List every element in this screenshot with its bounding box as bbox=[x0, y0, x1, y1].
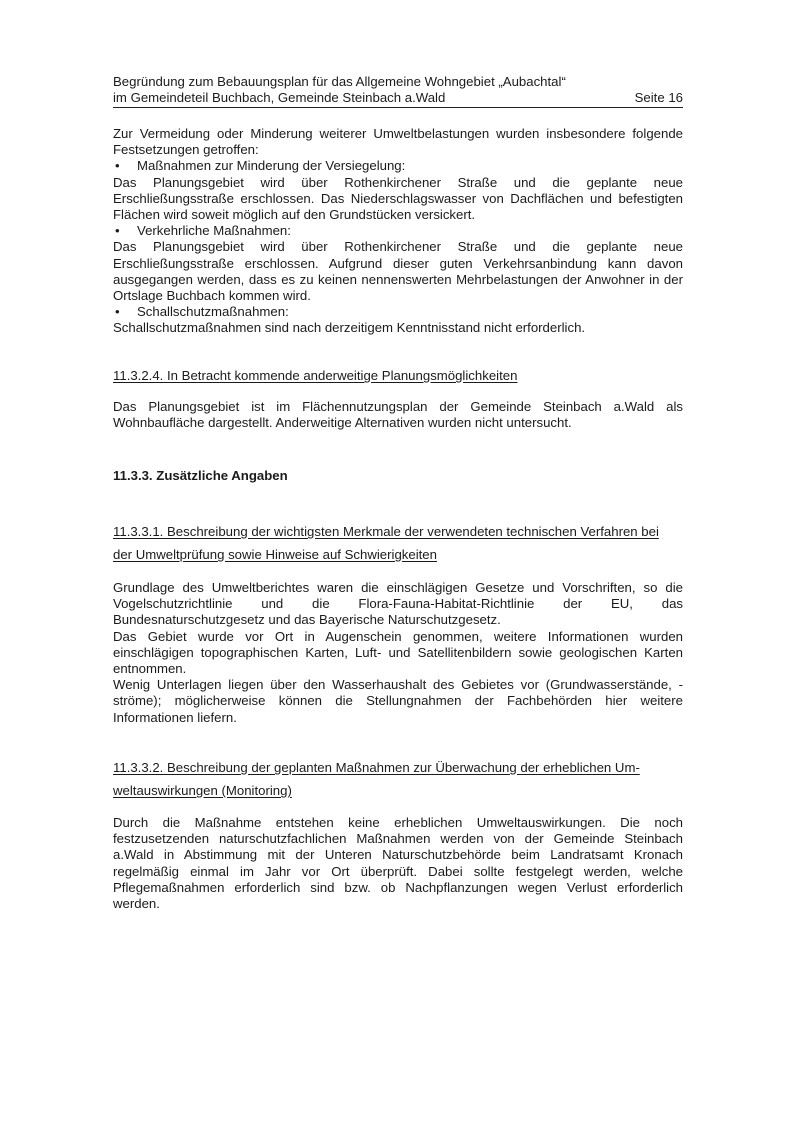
section-heading-11324: 11.3.2.4. In Betracht kommende anderweitige Planungsmöglichkeiten bbox=[113, 368, 518, 383]
section-heading-11332-line2: weltauswirkungen (Monitoring) bbox=[113, 783, 292, 798]
intro-text: Zur Vermeidung oder Minderung weiterer Umweltbelastungen wurden insbesondere folgende Festsetzungen getroffen: bbox=[113, 126, 683, 158]
bullet-text-3: Schallschutzmaßnahmen sind nach derzeitigem Kenntnisstand nicht erforderlich. bbox=[113, 320, 586, 336]
section-text-11332: Durch die Maßnahme entstehen keine erheblichen Umweltauswirkungen. Die noch festzusetzenden naturschutzfachlichen Maßnahmen werden von der Gemeinde Steinbach a.Wald in Abstimmung mit der Unteren Naturschutzbehörde beim Landratsamt Kronach regelmäßig einmal im Jahr vor Ort überprüft. Dabei sollte festgelegt werden, welche Pflegemaßnahmen erforderlich sind bzw. ob Nachpflanzungen wegen Verlust erforderlich werden. bbox=[113, 815, 683, 912]
bullet-title-3: Schallschutzmaßnahmen: bbox=[137, 304, 289, 320]
bullet-item-1 bbox=[113, 158, 683, 174]
header-title-line1: Begründung zum Bebauungsplan für das Allgemeine Wohngebiet „Aubachtal“ bbox=[113, 74, 566, 89]
bullet-text-2: Das Planungsgebiet wird über Rothenkirchener Straße und die geplante neue Erschließungsstraße erschlossen. Aufgrund dieser guten Verkehrsanbindung kann davon ausgegangen werden, dass es zu keinen nennenswerten Mehrbelastungen der Anwohner in der Ortslage Buchbach kommen wird. bbox=[113, 239, 683, 304]
section-text-11324: Das Planungsgebiet ist im Flächennutzungsplan der Gemeinde Steinbach a.Wald als Wohnbaufläche dargestellt. Anderweitige Alternativen wurden nicht untersucht. bbox=[113, 399, 683, 431]
bullet-symbol: • bbox=[115, 158, 120, 174]
page-number: Seite 16 bbox=[634, 90, 683, 105]
bullet-symbol: • bbox=[115, 304, 120, 320]
section-heading-11331-line2: der Umweltprüfung sowie Hinweise auf Schwierigkeiten bbox=[113, 547, 437, 562]
bullet-symbol: • bbox=[115, 223, 120, 239]
paragraph-2: Das Gebiet wurde vor Ort in Augenschein genommen, weitere Informationen wurden einschlägigen topographischen Karten, Luft- und Satellitenbildern sowie geologischen Karten entnommen. bbox=[113, 628, 683, 677]
bullet-title-2: Verkehrliche Maßnahmen: bbox=[137, 223, 291, 239]
intro-section bbox=[113, 126, 683, 337]
header-title-line2 bbox=[113, 90, 683, 108]
header-location: im Gemeindeteil Buchbach, Gemeinde Steinbach a.Wald bbox=[113, 90, 446, 105]
bullet-title-1: Maßnahmen zur Minderung der Versiegelung: bbox=[137, 158, 406, 174]
bullet-item-2 bbox=[113, 223, 683, 239]
bullet-text-1: Das Planungsgebiet wird über Rothenkirchener Straße und die geplante neue Erschließungsstraße erschlossen. Das Niederschlagswasser von Dachflächen und befestigten Flächen wird soweit möglich auf den Grundstücken versickert. bbox=[113, 174, 683, 223]
paragraph-1: Grundlage des Umweltberichtes waren die einschlägigen Gesetze und Vorschriften, so die Vogelschutzrichtlinie und die Flora-Fauna-Habitat-Richtlinie der EU, das Bundesnaturschutzgesetz und das Bayerische Naturschutzgesetz. bbox=[113, 580, 683, 628]
paragraph-3: Wenig Unterlagen liegen über den Wasserhaushalt des Gebietes vor (Grundwasserstände, -ströme); möglicherweise können die Stellungnahmen der Fachbehörden hier weitere Informationen liefern. bbox=[113, 677, 683, 725]
section-heading-1133: 11.3.3. Zusätzliche Angaben bbox=[113, 468, 288, 483]
bullet-item-3 bbox=[113, 304, 683, 320]
section-heading-11331-line1: 11.3.3.1. Beschreibung der wichtigsten Merkmale der verwendeten technischen Verfahren bei bbox=[113, 524, 659, 539]
section-text-11331 bbox=[113, 580, 683, 726]
section-heading-11332-line1: 11.3.3.2. Beschreibung der geplanten Maßnahmen zur Überwachung der erheblichen Um- bbox=[113, 760, 640, 775]
